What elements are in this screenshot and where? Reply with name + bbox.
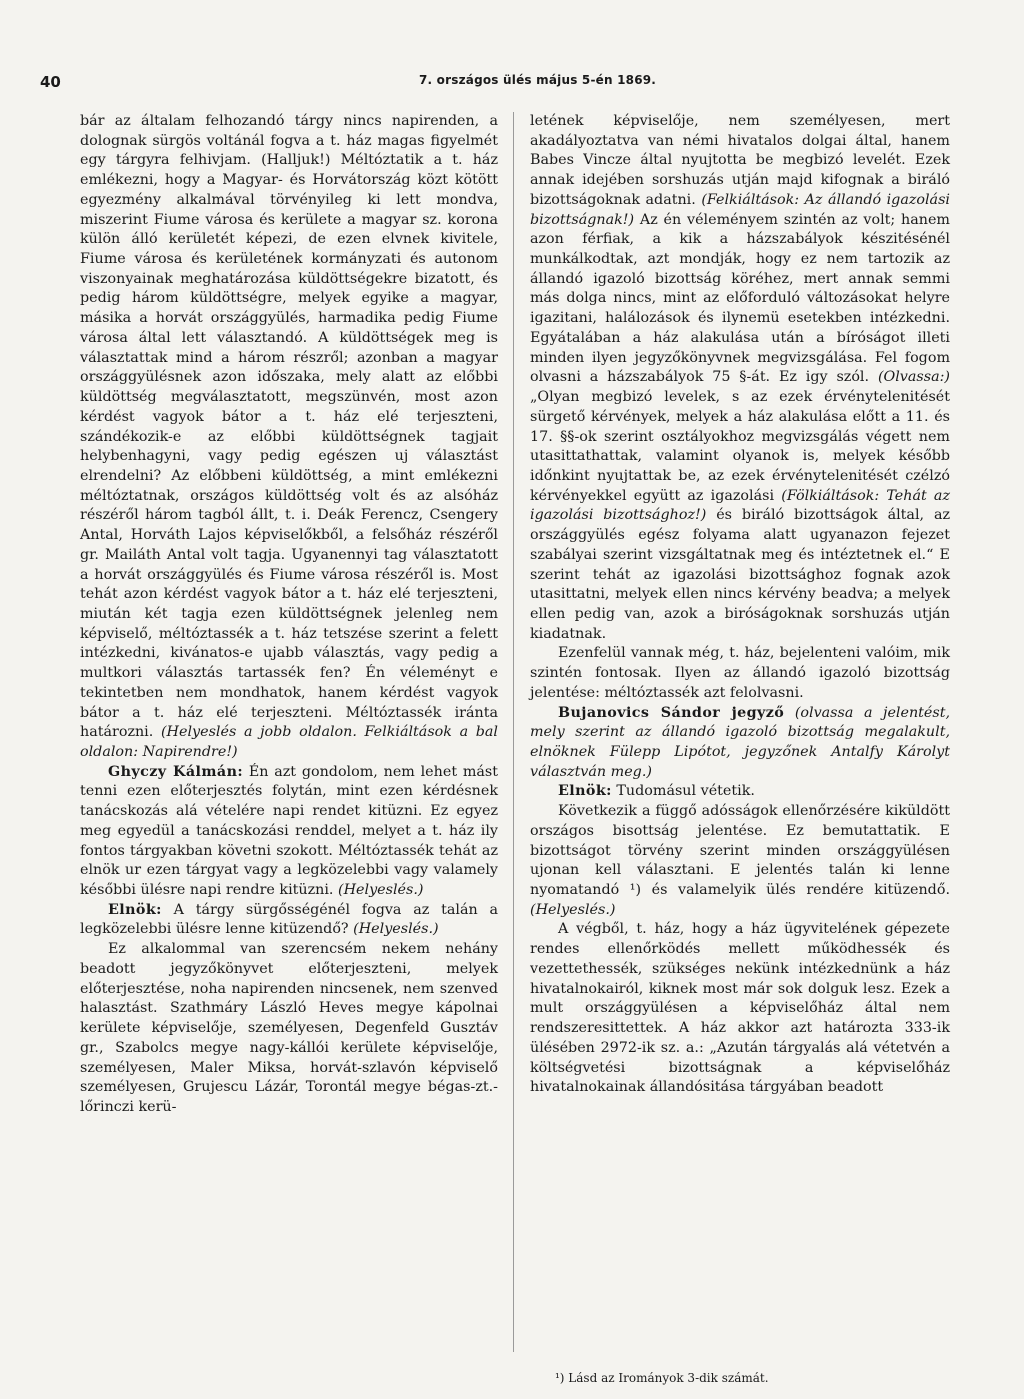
right-column xyxy=(530,112,950,1098)
speaker-name: Bujanovics Sándor jegyző xyxy=(558,704,785,721)
paragraph: Elnök: A tárgy sürgősségénél fogva az talán a legközelebbi ülésre lenne kitüzendő? (Helyeslés.) xyxy=(80,901,498,938)
paragraph: Következik a függő adósságok ellenőrzésére kiküldött országos bisottság jelentése. Ez bemutattatik. E bizottságot törvény szerint minden országgyülésen ujonan kell választani. E jelentés talán ki lenne nyomatandó ¹) és valamelyik ülés rendére kitüzendő. (Helyeslés.) xyxy=(530,803,950,918)
page-number: 40 xyxy=(40,73,61,91)
column-divider xyxy=(513,112,514,1352)
paragraph: Ghyczy Kálmán: Én azt gondolom, nem lehet mást tenni ezen előterjesztés folytán, mint ezen kérdésnek tanácskozás alá vételére napi rendet kitüzni. Ez egyez meg egyedül a tanácskozási renddel, melyet a t. ház ily fontos tárgyakban követni szokott. Méltóztassék tehát az elnök ur ezen tárgyat vagy a legközelebbi vagy valamely későbbi ülésre napi rendre kitüzni. (Helyeslés.) xyxy=(80,763,499,899)
speaker-name: Elnök: xyxy=(108,901,162,918)
left-column xyxy=(80,112,498,1118)
speaker-name: Ghyczy Kálmán: xyxy=(108,763,244,780)
paragraph: A végből, t. ház, hogy a ház ügyvitelének gépezete rendes ellenőrködés mellett működhessék és vezettethessék, szükséges nekünk intézkednünk a ház hivatalnokairól, kiknek most már sok dolguk lesz. Ezek a mult országgyülésen a képviselőház által nem rendszeresittettek. A ház akkor azt határozta 333-ik ülésében 2972-ik sz. a.: „Azután tárgyalás alá vétetvén a költségvetési bizottságnak a képviselőház hivatalnokainak állandósitása tárgyában beadott xyxy=(530,921,950,1096)
paragraph: Bujanovics Sándor jegyző (olvassa a jelentést, mely szerint az állandó igazoló bizottság megalakult, elnöknek Fülepp Lipótot, jegyzőnek Antalfy Károlyt választván meg.) xyxy=(530,704,951,780)
paragraph: Ez alkalommal van szerencsém nekem nehány beadott jegyzőkönyvet előterjeszteni, melyek előterjesztése, noha napirenden nincsenek, nem szenved halasztást. Szathmáry László Heves megye kápolnai kerülete képviselője, személyesen, Degenfeld Gusztáv gr., Szabolcs megye nagy-kállói kerülete képviselője, személyesen, Maler Miksa, horvát-szlavón képviselő személyesen, Grujescu Lázár, Torontál megye bégas-zt.-lőrinczi kerü- xyxy=(80,941,498,1115)
running-head: 7. országos ülés május 5-én 1869. xyxy=(419,73,657,87)
paragraph: bár az általam felhozandó tárgy nincs napirenden, a dolognak sürgös voltánál fogva a t. ház magas figyelmét egy tárgyra felhivjam. (Halljuk!) Méltóztatik a t. ház emlékezni, hogy a Magyar- és Horvátország közt kötött egyezmény alkalmával törvényileg ki lett mondva, miszerint Fiume városa és kerülete a magyar sz. korona külön álló kerületét képezi, de ezen elvnek kivitele, Fiume városa és kerületének kormányzati és autonom viszonyainak meghatározása küldöttségekre bizatott, és pedig három küldöttségre, melyek egyike a magyar, másika a horvát országgyülés, harmadika pedig Fiume városa által lett választandó. A küldöttségek meg is választattak mind a három részről; azonban a magyar országgyülésnek azon időszaka, mely alatt az előbbi küldöttség megválasztatott, megszünvén, most azon kérdést vagyok bátor a t. ház elé terjeszteni, szándékozik-e az előbbi küldöttségnek tagjait helybenhagyni, vagy pedig egészen uj választást elrendelni? Az előbbeni küldöttség, a mint emlékezni méltóztatnak, országos küldöttség volt és az alsóház részéről három tagból állt, t. i. Deák Ferencz, Csengery Antal, Horváth Lajos képviselőkből, a felsőház részéről gr. Mailáth Antal volt tagja. Ugyanennyi tag választatott a horvát országgyülés és Fiume városa részéről is. Most tehát azon kérdést vagyok bátor a t. ház elé terjeszteni, miután két tagja ezen küldöttségnek jelenleg nem képviselő, méltóztassék a t. ház tetszése szerint a felett intézkedni, kivánatos-e ujabb választás, vagy pedig a multkori választás tartassék fen? Én véleményt e tekintetben nem mondhatok, hanem kérdést vagyok bátor a t. ház elé terjeszteni. Méltóztassék iránta határozni. (Helyeslés a jobb oldalon. Felkiáltások a bal oldalon: Napirendre!) xyxy=(80,113,498,760)
speaker-name: Elnök: xyxy=(558,783,612,800)
paragraph: Elnök: Tudomásul vétetik. xyxy=(558,783,755,800)
paragraph: letének képviselője, nem személyesen, mert akadályoztatva van némi hivatalos dolgai által, hanem Babes Vincze által nyujtotta be megbizó levelét. Ezek annak idejében sorshuzás utján majd kifognak a biráló bizottságoknak adatni. (Felkiáltások: Az állandó igazolási bizottságnak!) Az én véleményem szintén az volt; hanem azon férfiak, a kik a házszabályok készitésénél munkálkodtak, azt mondják, hogy ez nem tartozik az állandó igazoló bizottság köréhez, mert annak semmi más dolga nincs, mint az előforduló változásokat helyre igazitani, halálozások és ilynemü esetekben intézkedni. Egyátalában a ház alakulása után a bíróságot illeti minden ilyen jegyzőkönyvnek megvizsgálása. Fel fogom olvasni a házszabályok 75 §-át. Ez igy szól. (Olvassa:) „Olyan megbizó levelek, s az ezek érvénytelenitését sürgető kérvények, melyek a ház alakulása előtt a 11. és 17. §§-ok szerint osztályokhoz megvizsgálás végett nem utasittathattak, valamint olyanok is, melyek később időnkint nyujtattak be, az ezek érvénytelenitését czélzó kérvényekkel együtt az igazolási (Fölkiáltások: Tehát az igazolási bizottsághoz!) és biráló bizottságok által, az országgyülés egész folyama alatt ugyanazon fejezet szabályai szerint vizsgáltatnak meg és intéztetnek el.“ E szerint tehát az igazolási bizottsághoz fognak azok utasittatni, melyek ellen nincs kérvény beadva; a melyek ellen pedig van, azok a biróságoknak sorshuzás utján kiadatnak. xyxy=(530,113,951,642)
paragraph: Ezenfelül vannak még, t. ház, bejelenteni valóim, mik szintén fontosak. Ilyen az állandó igazoló bizottság jelentése: méltóztassék azt felolvasni. xyxy=(530,645,950,701)
footnote: ¹) Lásd az Irományok 3-dik számát. xyxy=(555,1371,769,1385)
